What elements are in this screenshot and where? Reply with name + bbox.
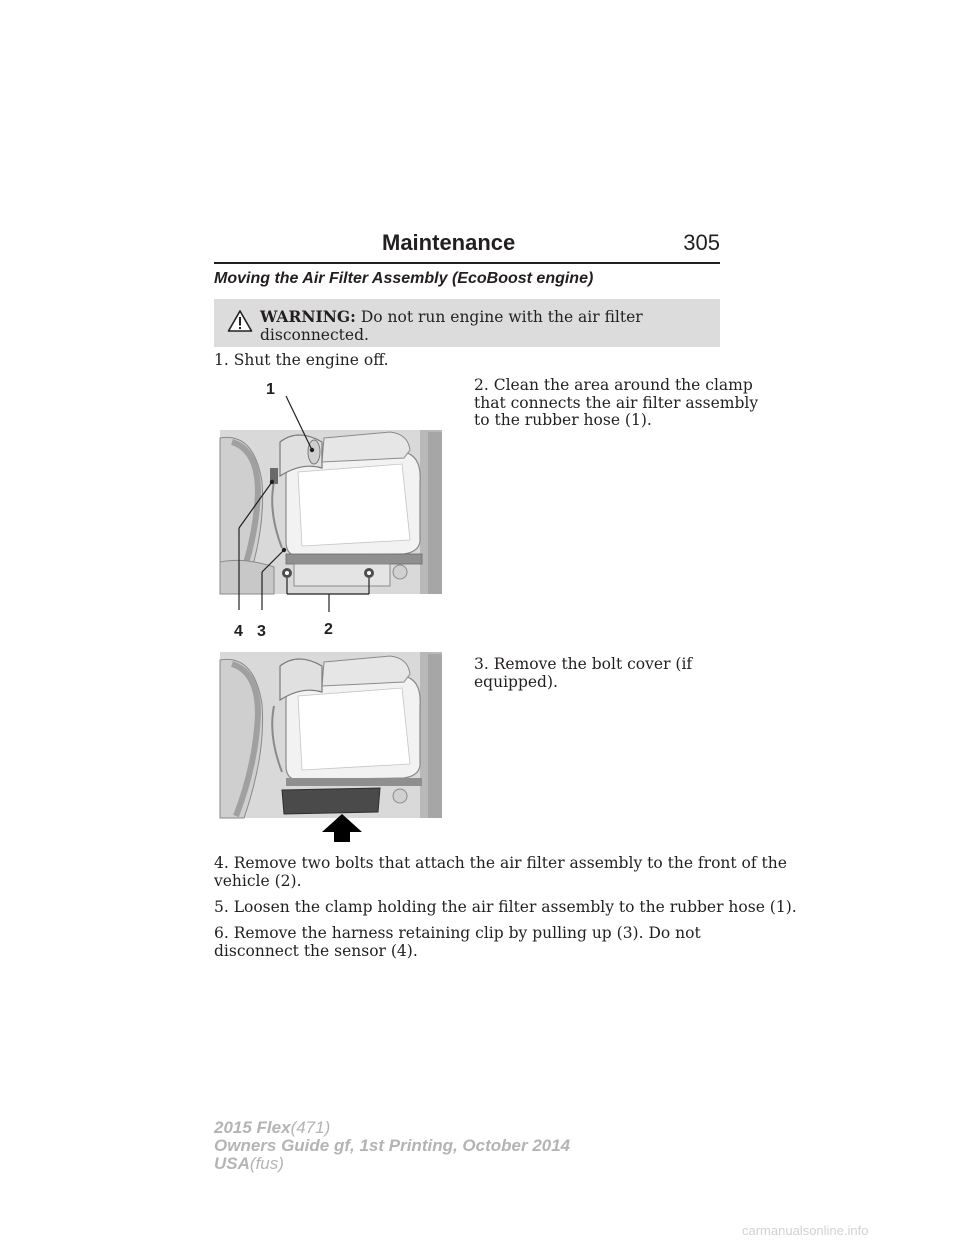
warning-box (214, 299, 720, 347)
footer-model: 2015 Flex (214, 1118, 291, 1137)
step-4-line: vehicle (2). (214, 871, 302, 890)
footer-guide: Owners Guide gf, 1st Printing, October 2014 (214, 1136, 571, 1155)
page-title: Maintenance (382, 230, 516, 255)
step-3-line: 3. Remove the bolt cover (if (474, 655, 693, 673)
footer-market-line (214, 1155, 570, 1173)
warning-text (260, 307, 720, 344)
engine-bay-figure-callouts (214, 372, 446, 642)
step-6 (214, 925, 701, 960)
footer (214, 1119, 570, 1173)
up-arrow-icon (322, 814, 362, 842)
footer-market-code: (fus) (249, 1154, 284, 1173)
warning-triangle-icon (227, 309, 253, 333)
step-4-line: 4. Remove two bolts that attach the air filter assembly to the front of the (214, 854, 787, 872)
step-6-line: disconnect the sensor (4). (214, 941, 418, 960)
step-3 (474, 656, 692, 691)
step-3-line: equipped). (474, 672, 558, 691)
warning-message: Do not run engine with the air filter disconnected. (260, 308, 643, 344)
warning-label: WARNING: (260, 307, 356, 326)
callout-1: 1 (266, 381, 275, 398)
step-4 (214, 855, 787, 890)
footer-market: USA (214, 1154, 250, 1173)
section-heading: Moving the Air Filter Assembly (EcoBoost engine) (214, 270, 594, 287)
bolt-cover-figure (214, 650, 446, 842)
footer-model-code: (471) (290, 1118, 331, 1137)
step-2-line: that connects the air filter assembly (474, 393, 759, 412)
callout-2: 2 (324, 621, 333, 638)
watermark-link[interactable]: carmanualsonline.info (742, 1223, 869, 1238)
page-header (214, 226, 720, 264)
step-5: 5. Loosen the clamp holding the air filter assembly to the rubber hose (1). (214, 898, 797, 916)
step-6-line: 6. Remove the harness retaining clip by pulling up (3). Do not (214, 924, 701, 942)
step-2 (474, 377, 758, 430)
footer-model-line (214, 1119, 570, 1137)
step-1: 1. Shut the engine off. (214, 351, 389, 369)
step-2-line: 2. Clean the area around the clamp (474, 376, 753, 394)
page-number: 305 (683, 230, 720, 255)
callout-4: 4 (234, 623, 243, 640)
step-2-line: to the rubber hose (1). (474, 411, 652, 429)
callout-3: 3 (257, 623, 266, 640)
